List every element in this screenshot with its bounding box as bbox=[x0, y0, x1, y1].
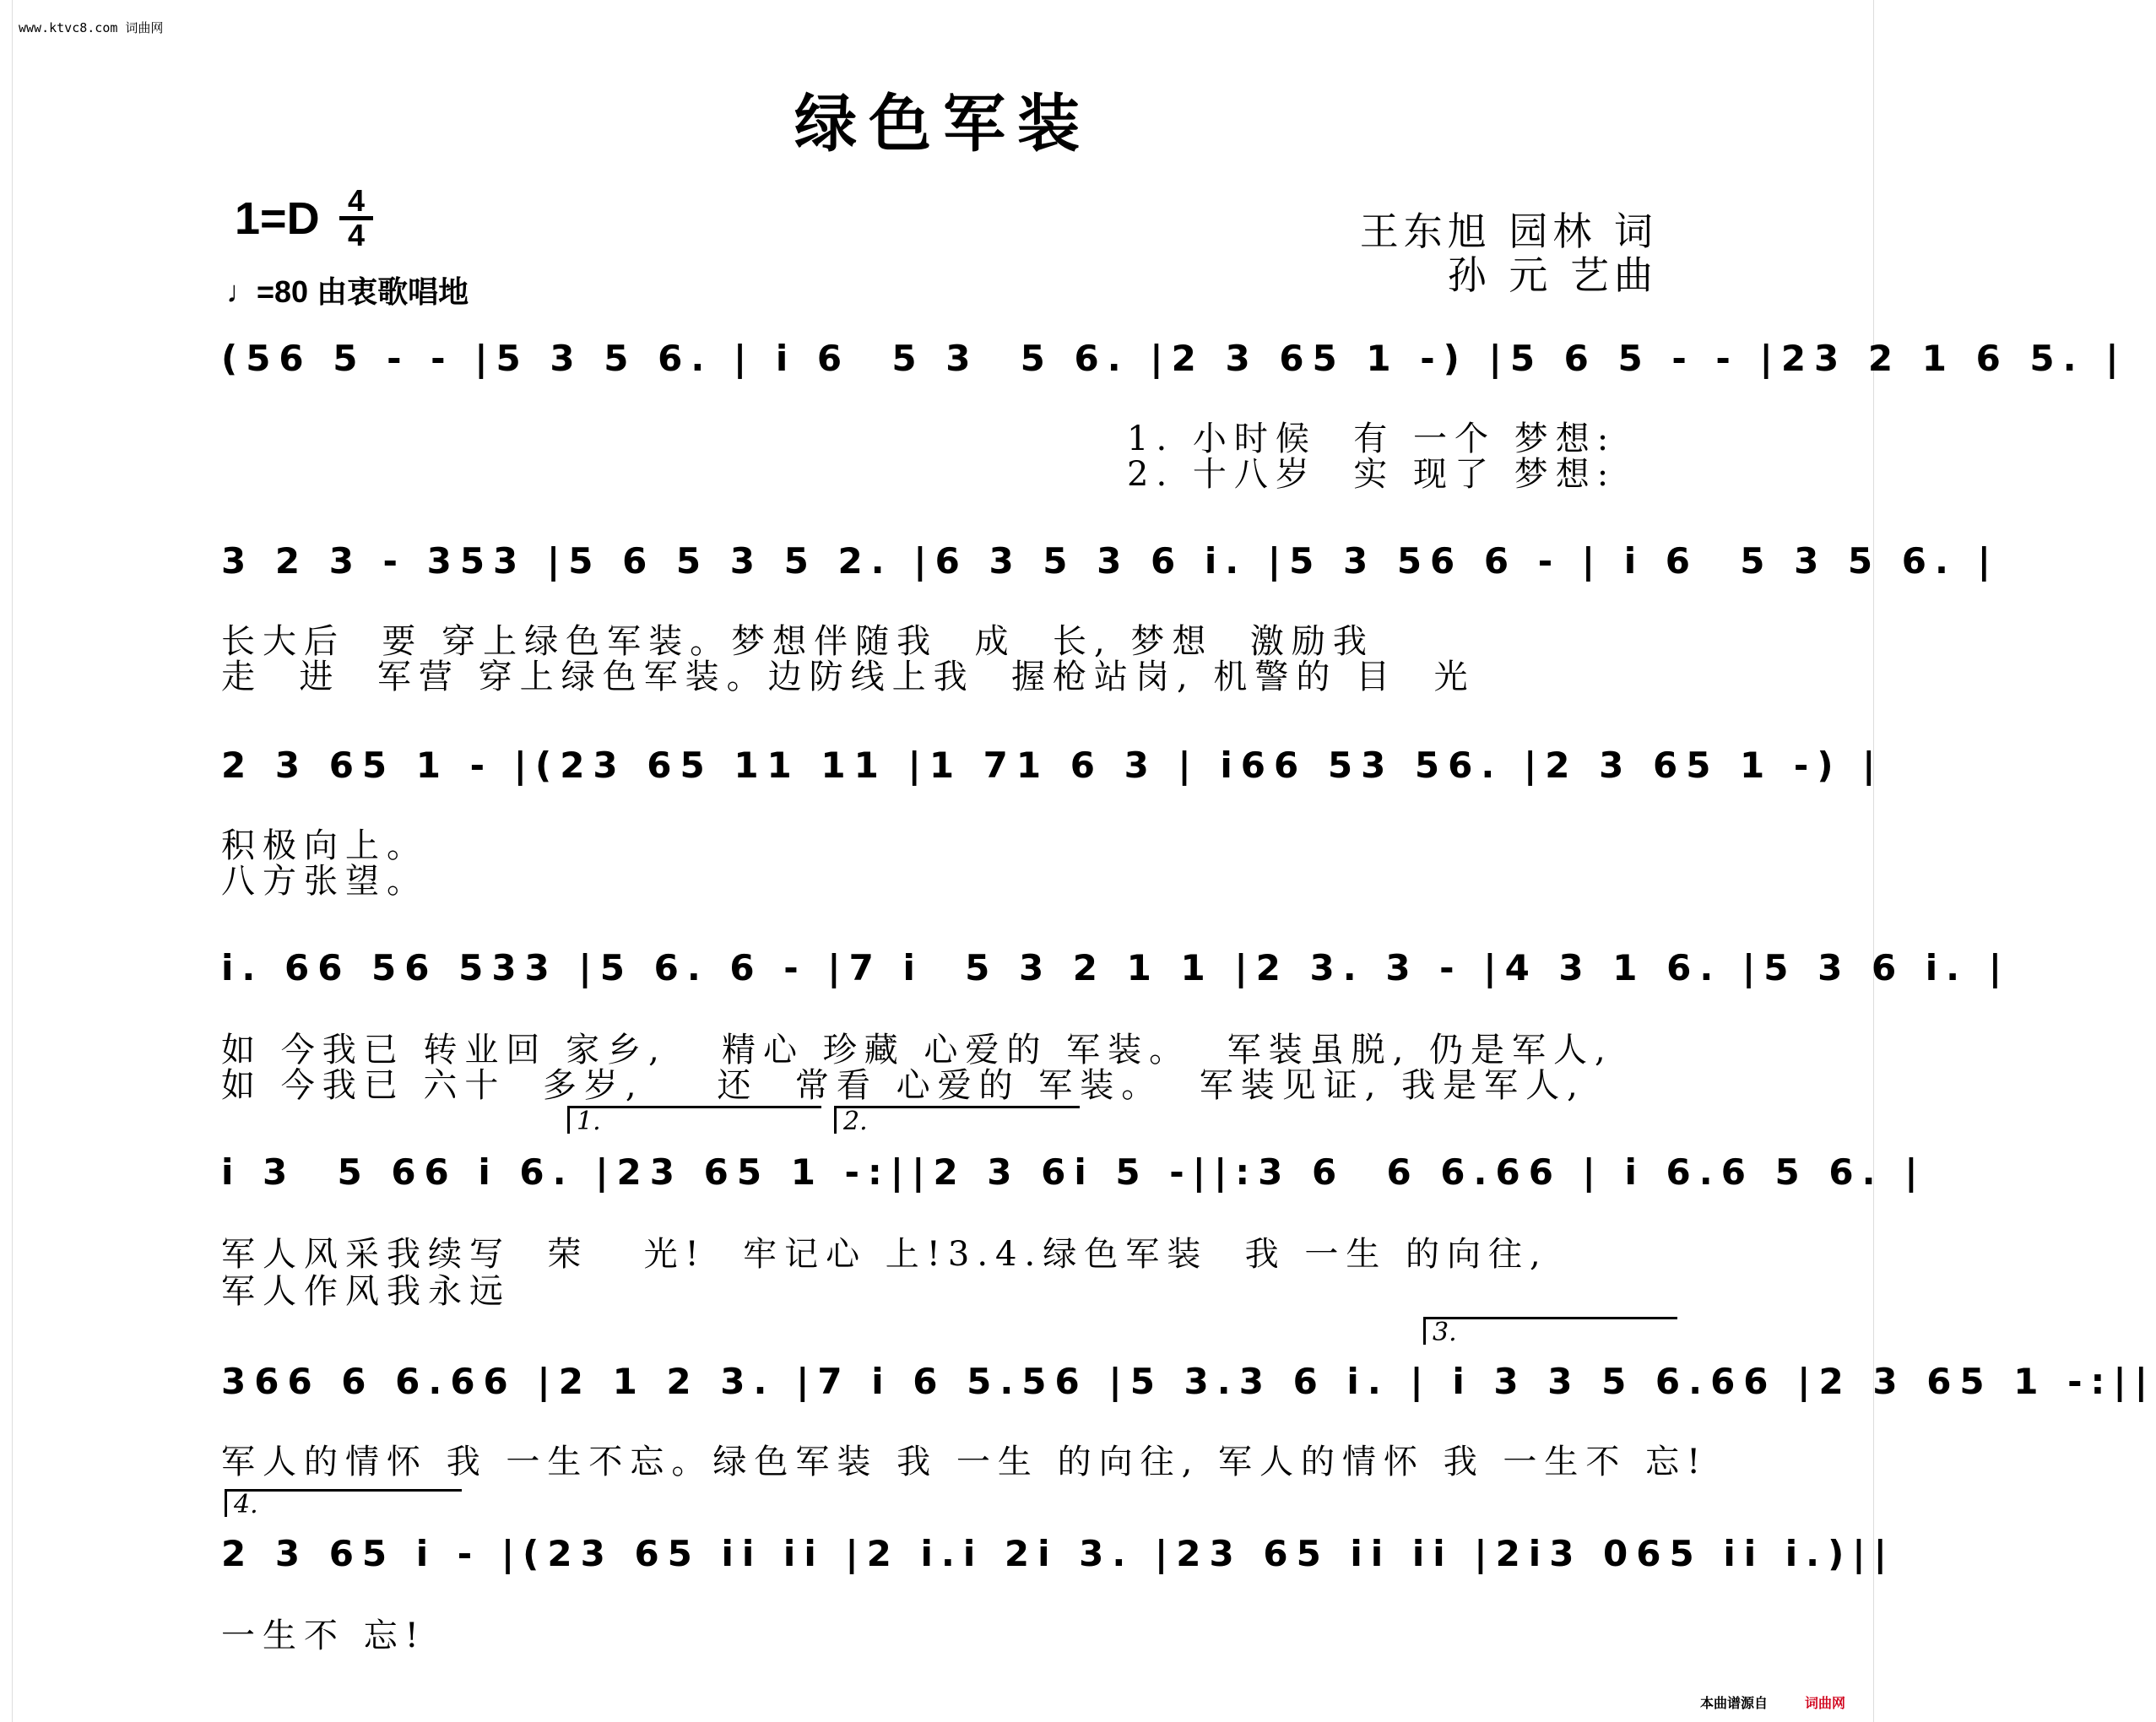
site-watermark: www.ktvc8.com 词曲网 bbox=[19, 20, 164, 35]
volta-bracket-2: 2. bbox=[834, 1106, 1080, 1134]
meter-top: 4 bbox=[347, 183, 366, 218]
lyric-line-2-1: 长大后 要 穿上绿色军装。梦想伴随我 成 长, 梦想 激励我 bbox=[221, 622, 1374, 661]
lyric-line-1-1: 1. 小时候 有 一个 梦想: bbox=[1127, 420, 1617, 458]
notation-system-6: 366 6 6.66 |2 1 2 3. |7 i 6 5.56 |5 3.3 6 i. | i 3 3 5 6.66 |2 3 65 1 -:|| bbox=[221, 1361, 2156, 1402]
lyric-line-4-2: 如 今我已 六十 多岁, 还 常看 心爱的 军装。 军装见证, 我是军人, bbox=[221, 1066, 1585, 1105]
notation-system-5: i 3 5 66 i 6. |23 65 1 -:||2 3 6i 5 -||:3 6 6 6.66 | i 6.6 5 6. | bbox=[221, 1151, 1926, 1193]
right-margin-strip bbox=[1873, 0, 1886, 1722]
footer-source-text: 本曲谱源自 bbox=[1699, 1697, 1768, 1711]
left-margin-strip bbox=[0, 0, 13, 1722]
meter-bottom: 4 bbox=[347, 218, 366, 252]
lyric-line-5-2: 军人作风我永远 bbox=[221, 1272, 511, 1311]
lyric-line-3-2: 八方张望。 bbox=[221, 862, 428, 901]
lyric-line-5-1: 军人风采我续写 荣 光! 牢记心 上!3.4.绿色军装 我 一生 的向往, bbox=[221, 1235, 1548, 1274]
song-title: 绿色军装 bbox=[794, 88, 1092, 160]
lyric-line-4-1: 如 今我已 转业回 家乡, 精心 珍藏 心爱的 军装。 军装虽脱, 仍是军人, bbox=[221, 1031, 1613, 1069]
notation-system-3: 2 3 65 1 - |(23 65 11 11 |1 71 6 3 | i66 53 56. |2 3 65 1 -) | bbox=[221, 745, 1884, 786]
volta-bracket-1: 1. bbox=[567, 1106, 821, 1134]
notation-system-7: 2 3 65 i - |(23 65 ii ii |2 i.i 2i 3. |23 65 ii ii |2i3 065 ii i.)|| bbox=[221, 1533, 1895, 1574]
volta-bracket-3: 3. bbox=[1423, 1317, 1677, 1345]
lyricist-credit: 王东旭 园林 词 bbox=[1359, 208, 1658, 254]
lyric-line-2-2: 走 进 军营 穿上绿色军装。边防线上我 握枪站岗, 机警的 目 光 bbox=[221, 658, 1476, 696]
key-signature: 1=D bbox=[235, 193, 320, 244]
footer-site-link[interactable]: 词曲网 bbox=[1804, 1697, 1845, 1711]
composer-credit: 孙 元 艺曲 bbox=[1447, 252, 1658, 298]
expression-text: 由衷歌唱地 bbox=[317, 274, 469, 309]
lyric-line-7-1: 一生不 忘! bbox=[221, 1616, 426, 1655]
lyric-line-3-1: 积极向上。 bbox=[221, 826, 428, 865]
lyric-line-6-1: 军人的情怀 我 一生不忘。绿色军装 我 一生 的向往, 军人的情怀 我 一生不 忘! bbox=[221, 1443, 1709, 1481]
notation-system-4: i. 66 56 533 |5 6. 6 - |7 i 5 3 2 1 1 |2 3. 3 - |4 3 1 6. |5 3 6 i. | bbox=[221, 947, 2011, 988]
time-signature bbox=[339, 183, 373, 252]
tempo-marking bbox=[226, 268, 469, 311]
tempo-value: ♩=80 bbox=[226, 274, 309, 309]
notation-system-2: 3 2 3 - 353 |5 6 5 3 5 2. |6 3 5 3 6 i. |5 3 56 6 - | i 6 5 3 5 6. | bbox=[221, 540, 1999, 582]
lyric-line-1-2: 2. 十八岁 实 现了 梦想: bbox=[1127, 455, 1617, 494]
notation-system-1: (56 5 - - |5 3 5 6. | i 6 5 3 5 6. |2 3 65 1 -) |5 6 5 - - |23 2 1 6 5. | bbox=[221, 338, 2127, 379]
volta-bracket-4: 4. bbox=[225, 1489, 462, 1517]
